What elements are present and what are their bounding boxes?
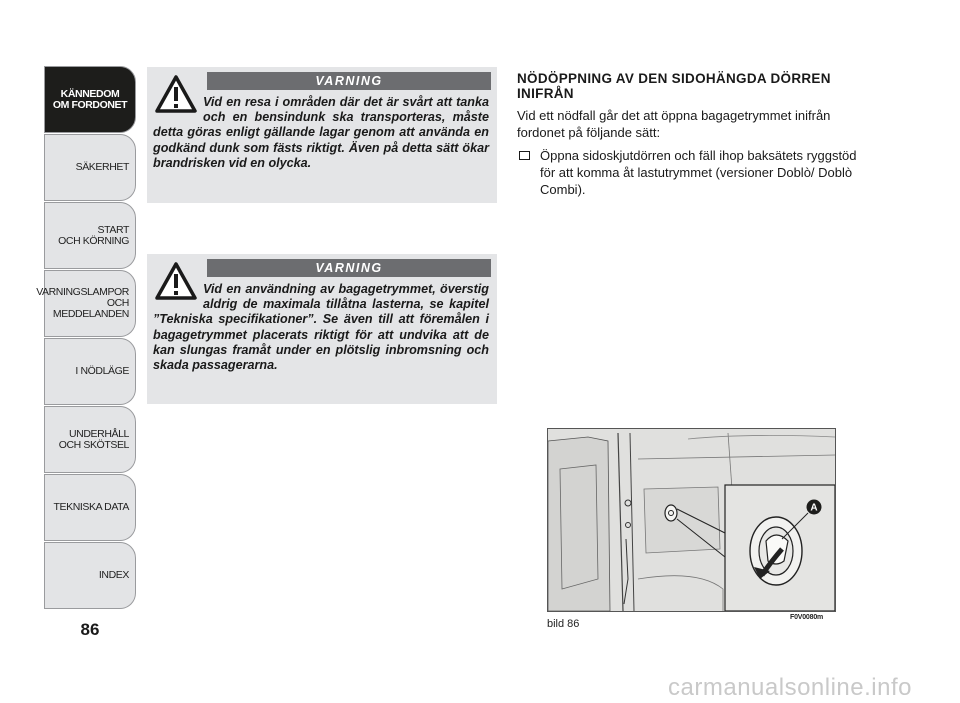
section-intro: Vid ett nödfall går det att öppna bagagetrymmet inifrån fordonet på följande sätt: (517, 108, 831, 140)
figure-caption: bild 86 (547, 618, 580, 630)
tab-kannedom-om-fordonet[interactable]: KÄNNEDOM OM FORDONET (44, 66, 136, 133)
warning-heading: VARNING (207, 72, 491, 90)
warning-box (147, 254, 497, 404)
watermark-text: carmanualsonline.info (668, 674, 912, 701)
warning-heading: VARNING (207, 259, 491, 277)
tab-tekniska-data[interactable]: TEKNISKA DATA (44, 474, 136, 541)
tab-sakerhet[interactable]: SÄKERHET (44, 134, 136, 201)
checkbox-bullet-icon (519, 151, 530, 160)
warning-text: Vid en användning av bagagetrymmet, överstig aldrig de maximala tillåtna lasterna, se kapitel ”Tekniska specifikationer”. Se även till att föremålen i bagagetrymmet placerats riktigt för att undvika att de kan slungas framåt under en plötslig inbromsning och skada passagerarna. (153, 282, 489, 373)
figure-illustration (547, 428, 836, 612)
chapter-tabs (36, 66, 136, 610)
warning-text-wrap (153, 282, 489, 373)
list-item-text: Öppna sidoskjutdörren och fäll ihop baksätets ryggstöd för att komma åt lastutrymmet (versioner Doblò/ Doblò Combi). (540, 148, 857, 197)
warning-box (147, 67, 497, 203)
warning-text-wrap (153, 95, 489, 171)
figure-code: F0V0080m (790, 614, 824, 621)
section-content (517, 72, 867, 198)
warning-text: Vid en resa i områden där det är svårt att tanka och en bensindunk ska transporteras, måste detta göras enligt gällande lagar genom att använda en godkänd dunk som fästs riktigt. Även på detta sätt ökar brandrisken vid en olycka. (153, 95, 489, 170)
door-latch-illustration (548, 429, 835, 611)
list-item (517, 147, 867, 198)
tab-start-och-korning[interactable]: START OCH KÖRNING (44, 202, 136, 269)
callout-a-label: A (810, 502, 818, 514)
tab-varningslampor[interactable]: VARNINGSLAMPOR OCH MEDDELANDEN (44, 270, 136, 337)
section-title: NÖDÖPPNING AV DEN SIDOHÄNGDA DÖRREN INIFRÅN (517, 71, 831, 101)
tab-index[interactable]: INDEX (44, 542, 136, 609)
tab-i-nodlage[interactable]: I NÖDLÄGE (44, 338, 136, 405)
tab-underhall-och-skotsel[interactable]: UNDERHÅLL OCH SKÖTSEL (44, 406, 136, 473)
page-number: 86 (80, 620, 100, 639)
